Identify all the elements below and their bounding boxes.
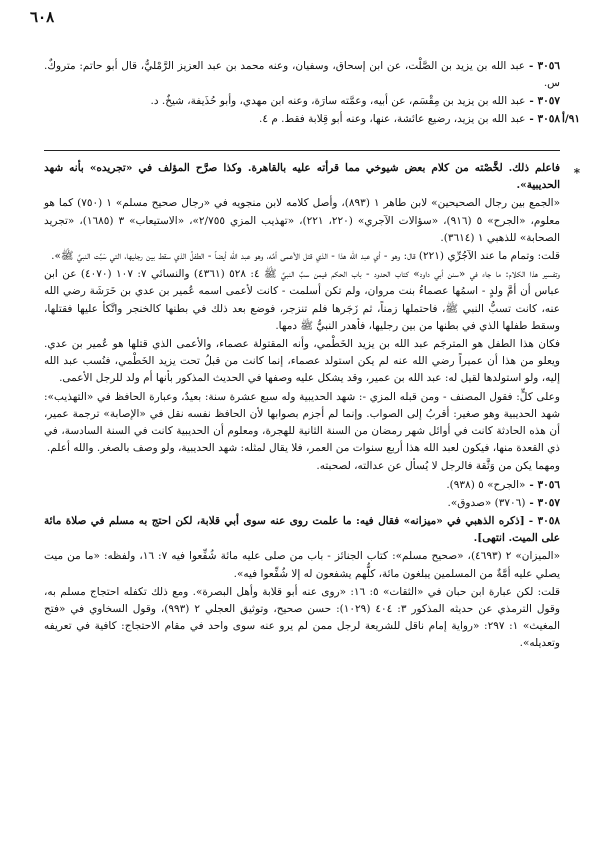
entry-text: عبد الله بن يزيد بن مِقْسَم، عن أبيه، وعمَّته سارَة، وعنه ابن مهدي، وأبو حُذَيفة، شيخٌ. د.	[150, 95, 526, 107]
entry-text: عبد الله بن يزيد بن الصَّلْت، عن ابن إسحاق، وسفيان، وعنه محمد بن عبد العزيز الرَّمْليُّ، قال أبو حاتم: متروكٌ. س.	[44, 60, 560, 89]
page-number: ٦٠٨	[30, 8, 55, 26]
entry-number: ٣٠٥٧ -	[529, 496, 560, 509]
entry-number: ٣٠٥٨ -	[529, 113, 560, 125]
footnote-divider	[44, 150, 560, 151]
commentary-paragraph: قلت: لكن عبارة ابن حبان في «الثقات» ٥: ١٦: «روى عنه أبو قلابة وأهل البصرة». ومع ذلك تكفله احتجاج مسلم به، وقول الترمذي عن حديثه المذكور ٣: ٤٠٤ (١٠٢٩): حسن صحيح، وتوثيق العجلي ٢ (٩٩٣)، وقول السخاوي في «فتح المغيث» ١: ٢٩٧: «رواية إمام ناقل للشريعة لرجل ممن لم يرو عنه سوى واحد في مقام الاحتجاج: كافية في تعريفه وتعديله».	[44, 585, 560, 650]
entry-3056	[44, 58, 560, 92]
entry-text: (٣٧٠٦) «صدوق».	[447, 496, 526, 509]
entry-number: ٣٠٥٧ -	[529, 95, 560, 107]
footnote-star-marker: *	[573, 166, 580, 180]
commentary-paragraph: فاعلم ذلك. لخَّصْته من كلام بعض شيوخي مما قرأته عليه بالقاهرة. وكذا صرَّح المؤلف في «تجريده» بأنه شهد الحديبية».	[44, 162, 560, 192]
commentary-entry-3057	[44, 495, 560, 512]
entry-number: ٣٠٥٦ -	[529, 60, 560, 72]
manuscript-folio-note: ٩١/أ	[562, 113, 581, 125]
commentary-paragraph: ومهما يكن من وَثَّقة فالرجل لا يُسأل عن عدالته، لصحبته.	[316, 460, 560, 473]
entry-3058	[44, 111, 581, 128]
entry-number: ٣٠٥٦ -	[529, 478, 560, 491]
commentary-section	[44, 160, 560, 654]
commentary-entry-3058	[44, 513, 560, 547]
commentary-paragraph: وتفسير هذا الكلام: ما جاء في «سنن أبي داود» كتاب الحدود - باب الحكم فيمن سبَّ النبيَّ ﷺ ٤: ٥٢٨ (٤٣٦١) والنسائي ٧: ١٠٧ (٤٠٧٠) عن ابن عباس أن أمَّ ولدٍ - اسمُها عصماءُ بنت مروان، ولم تكن أسلمت - كانت لأعمى اسمه عُمير بن عدي بن خَرَشَة رضي الله عنه، كانت تسبُّ النبي ﷺ، فاحتملها زمناً، ثم زَجَرها فلم تنزجر، فوضع بعد ذلك في بطنها كالخنجر واتَّكأ عليها فقتلها، وسقط طفلها الذي في بطنها من بين رجليها، فأهدر النبيُّ ﷺ دمها.	[44, 268, 561, 332]
commentary-entry-3056	[44, 477, 560, 494]
entry-3057	[44, 93, 560, 110]
entry-number: ٣٠٥٨ -	[528, 515, 560, 528]
entries-section	[44, 58, 581, 129]
commentary-paragraph: «الميزان» ٢ (٤٦٩٣)، «صحيح مسلم»: كتاب الجنائز - باب من صلى عليه مائة شُفِّعوا فيه ٧: ١٦، ولفظه: «ما من ميت يصلي عليه أمَّةٌ من المسلمين يبلغون مائة، كلُّهم يشفعون له إلا شُفِّعوا فيه».	[44, 550, 560, 580]
entry-text: «الجرح» ٥ (٩٣٨).	[446, 478, 526, 491]
entry-text: [ذكره الذهبي في «ميزانه» فقال فيه: ما علمت روى عنه سوى أبي قلابة، لكن احتج به مسلم في صلاة مائة على الميت. انتهى].	[44, 515, 560, 545]
commentary-paragraph: «الجمع بين رجال الصحيحين» لابن طاهر ١ (٨٩٣)، وأصل كلامه لابن منجويه في «رجال صحيح مسلم» ١ (٧٥٠) كما هو معلوم، «الجرح» ٥ (٩١٦)، «سؤالات الآجري» (٢٢٠، ٢٢١)، «تهذيب المزي ٢/٧٥٥»، «الاستيعاب» ٣ (١٦٨٥)، «تجريد الصحابة» للذهبي ١ (٣٦١٤).	[44, 197, 561, 244]
commentary-paragraph: وعلى كلٍّ: فقول المصنف - ومن قبله المزي -: شهد الحديبية وله سبع عشرة سنة: بعيدٌ، وعبارة الحافظ في «التهذيب»: شهد الحديبية وهو صغير: أقربُ إلى الصواب. وإنما لم أجزم بصوابها لأن الحافظ نفسه نقل في «الإصابة» ترجمة عمير، أن هذه الحادثة كانت في أوائل شهر رمضان من السنة الثانية للهجرة، ومعلوم أن الحديبية كانت في السنة السادسة، في ذي القعدة منها، فيكون لعبد الله هذا أربع سنوات من العمر، فلا يقال لمثله: شهد الحديبية، ولو وصف بالصغر. والله أعلم.	[44, 390, 560, 455]
commentary-paragraph: فكان هذا الطفل هو المترجَم عبد الله بن يزيد الخَطْمي، وأنه المقتولة عصماء، والأعمى الذي قتلها هو عُمير بن عدي. ويعلو من هذا أن عميراً رضي الله عنه لم يكن استولد عصماء، إنما كانت من قبلُ تحت يزيد الخَطْمي، فنُسب عبد الله إليه، ولو استولدها لقيل له: عبد الله بن عمير، وقد يشكل عليه وصفها في الحديث المذكور بأنها أم ولد للرجل الأعمى.	[44, 338, 560, 385]
commentary-paragraph: قلت: وتمام ما عند الآجُرِّي (٢٢١) قال: وهو - أي عبد الله هذا - الذي قتل الأعمى أمَّه، وهو عبد الله أيضاً - الطفلُ الذي سقط بين رجليها، التي سَبَّت النبيَّ ﷺ».	[51, 250, 560, 263]
entry-text: عبد الله بن يزيد، رضيع عائشة، عنها، وعنه أبو قِلابة فقط. م ٤.	[259, 113, 526, 125]
